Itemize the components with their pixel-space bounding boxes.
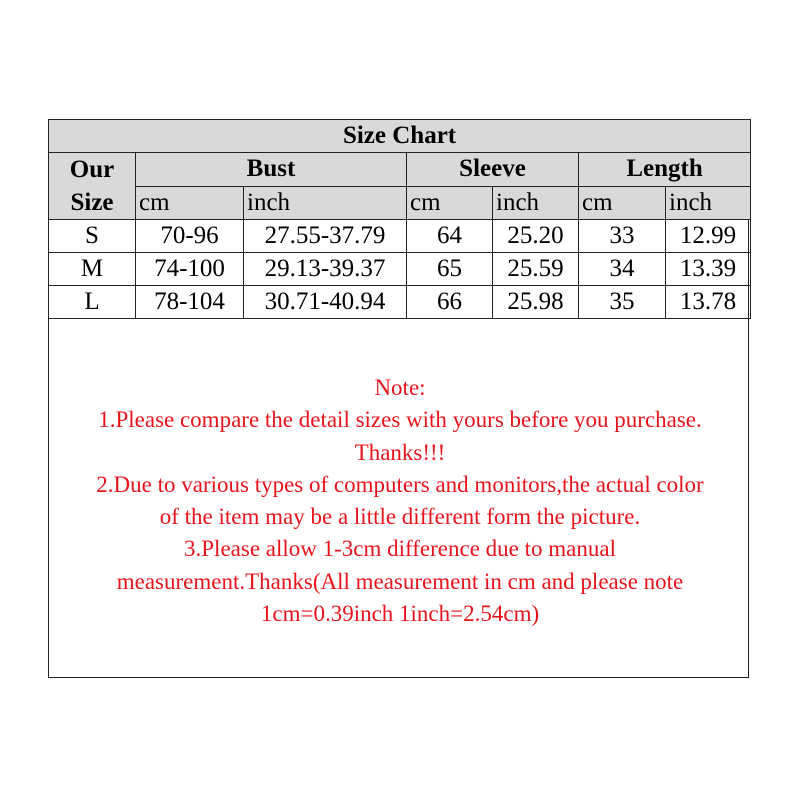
group-header-row — [49, 153, 751, 187]
note-line: 2.Due to various types of computers and monitors,the actual color — [96, 471, 704, 497]
sleeve-inch-cell: 25.98 — [493, 286, 579, 319]
bust-cm-cell: 74-100 — [136, 253, 244, 286]
note-line: 1cm=0.39inch 1inch=2.54cm) — [260, 601, 540, 627]
our-size-label-line1: Our — [69, 156, 115, 183]
table-row — [49, 220, 751, 253]
sleeve-inch-unit: inch — [493, 186, 579, 220]
table-row — [49, 286, 751, 319]
bust-cm-cell: 70-96 — [136, 220, 244, 253]
size-cell: L — [49, 286, 136, 319]
length-cm-unit: cm — [579, 186, 666, 220]
bust-inch-cell: 29.13-39.37 — [244, 253, 407, 286]
length-cm-cell: 35 — [579, 286, 666, 319]
notes-block — [50, 372, 750, 630]
length-cm-cell: 34 — [579, 253, 666, 286]
bust-cm-cell: 78-104 — [136, 286, 244, 319]
unit-header-row — [49, 186, 751, 220]
length-inch-cell: 13.39 — [666, 253, 751, 286]
note-line: 1.Please compare the detail sizes with yours before you purchase. — [98, 407, 702, 433]
length-header: Length — [579, 153, 751, 187]
size-cell: S — [49, 220, 136, 253]
size-chart-table — [48, 119, 751, 319]
bust-header: Bust — [136, 153, 407, 187]
sleeve-header: Sleeve — [407, 153, 579, 187]
sleeve-cm-cell: 64 — [407, 220, 493, 253]
length-inch-unit: inch — [666, 186, 751, 220]
note-line: measurement.Thanks(All measurement in cm and please note — [116, 568, 684, 594]
sleeve-cm-unit: cm — [407, 186, 493, 220]
bust-cm-unit: cm — [136, 186, 244, 220]
length-inch-cell: 13.78 — [666, 286, 751, 319]
size-cell: M — [49, 253, 136, 286]
sleeve-cm-cell: 65 — [407, 253, 493, 286]
table-row — [49, 253, 751, 286]
title-row — [49, 120, 751, 153]
note-line: 3.Please allow 1-3cm difference due to manual — [184, 536, 616, 562]
note-heading: Note: — [374, 375, 426, 400]
bust-inch-cell: 30.71-40.94 — [244, 286, 407, 319]
length-inch-cell: 12.99 — [666, 220, 751, 253]
our-size-header — [49, 153, 136, 220]
length-cm-cell: 33 — [579, 220, 666, 253]
note-line: Thanks!!! — [354, 439, 446, 465]
sleeve-inch-cell: 25.20 — [493, 220, 579, 253]
bust-inch-cell: 27.55-37.79 — [244, 220, 407, 253]
note-line: of the item may be a little different form the picture. — [159, 504, 641, 530]
our-size-label-line2: Size — [70, 189, 114, 216]
sleeve-cm-cell: 66 — [407, 286, 493, 319]
sleeve-inch-cell: 25.59 — [493, 253, 579, 286]
bust-inch-unit: inch — [244, 186, 407, 220]
table-title: Size Chart — [49, 120, 751, 153]
